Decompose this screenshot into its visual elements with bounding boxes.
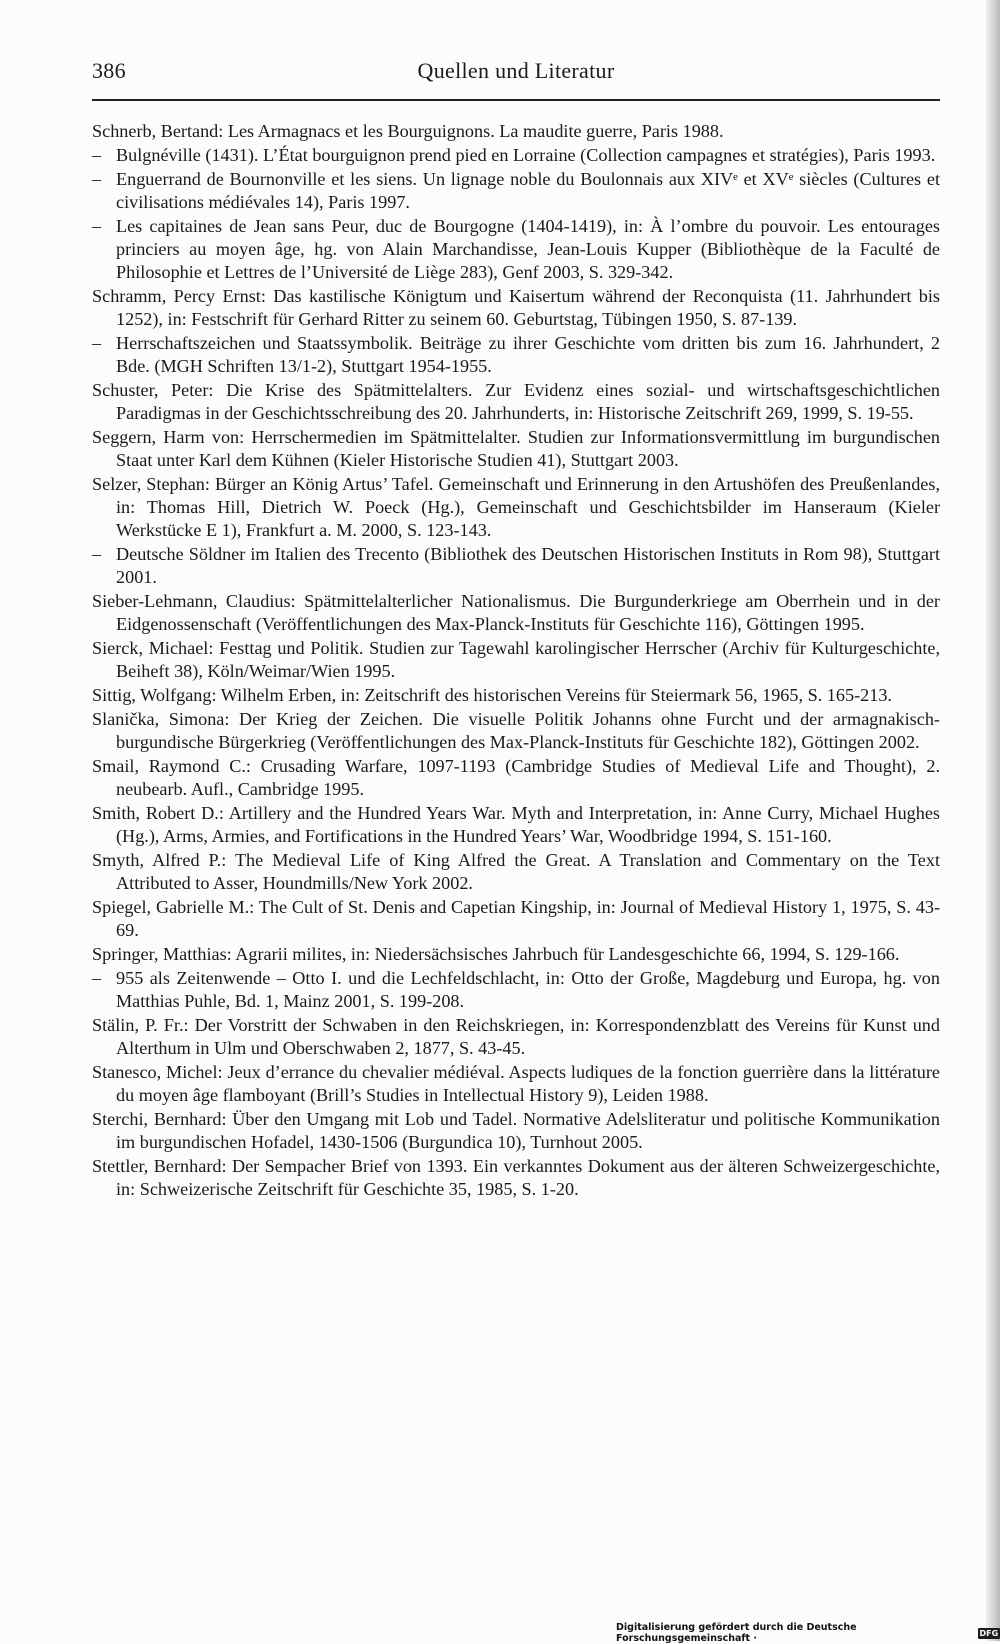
bibliography-list bbox=[92, 120, 940, 1202]
dfg-logo-icon: DFG bbox=[979, 1628, 999, 1638]
bibliography-entry bbox=[92, 473, 940, 542]
footer-text: Digitalisierung gefördert durch die Deutsche Forschungsgemeinschaft · bbox=[616, 1622, 857, 1644]
entry-text: Herrschaftszeichen und Staatssymbolik. Beiträge zu ihrer Geschichte vom dritten bis zum 16. Jahrhundert, 2 Bde. (MGH Schriften 13/1-2), Stuttgart 1954-1955. bbox=[116, 333, 940, 376]
bibliography-entry bbox=[92, 1108, 940, 1154]
bibliography-entry bbox=[92, 849, 940, 895]
bibliography-entry bbox=[92, 285, 940, 331]
entry-text: Seggern, Harm von: Herrschermedien im Spätmittelalter. Studien zur Informationsvermittlung im burgundischen Staat unter Karl dem Kühnen (Kieler Historische Studien 41), Stuttgart 2003. bbox=[92, 427, 940, 470]
entry-text: Schramm, Percy Ernst: Das kastilische Königtum und Kaisertum während der Reconquista (11. Jahrhundert bis 1252), in: Festschrift für Gerhard Ritter zu seinem 60. Geburtstag, Tübingen 1950, S. 87-139. bbox=[92, 286, 940, 329]
page-number: 386 bbox=[92, 58, 126, 83]
entry-text: Smail, Raymond C.: Crusading Warfare, 1097-1193 (Cambridge Studies of Medieval Life and Thought), 2. neubearb. Aufl., Cambridge 1995. bbox=[92, 756, 940, 799]
bibliography-entry bbox=[92, 120, 940, 143]
entry-text: 955 als Zeitenwende – Otto I. und die Lechfeldschlacht, in: Otto der Große, Magdeburg und Europa, hg. von Matthias Puhle, Bd. 1, Mainz 2001, S. 199-208. bbox=[116, 968, 940, 1012]
entry-text: Springer, Matthias: Agrarii milites, in: Niedersächsisches Jahrbuch für Landesgeschichte 66, 1994, S. 129-166. bbox=[92, 944, 900, 965]
entry-text: Slanička, Simona: Der Krieg der Zeichen. Die visuelle Politik Johanns ohne Furcht und der armagnakisch-burgundische Bürgerkrieg (Veröffentlichungen des Max-Planck-Instituts für Geschichte 182), Göttingen 2002. bbox=[92, 709, 940, 752]
entry-text: Sierck, Michael: Festtag und Politik. Studien zur Tagewahl karolingischer Herrscher (Archiv für Kulturgeschichte, Beiheft 38), Köln/Weimar/Wien 1995. bbox=[92, 638, 940, 681]
bibliography-entry bbox=[92, 1155, 940, 1201]
entry-text: Selzer, Stephan: Bürger an König Artus’ Tafel. Gemeinschaft und Erinnerung in den Artushöfen des Preußenlandes, in: Thomas Hill, Dietrich W. Poeck (Hg.), Gemeinschaft und Geschichtsbilder im Hanseraum (Kieler Werkstücke E 1), Frankfurt a. M. 2000, S. 123-143. bbox=[92, 474, 940, 540]
entry-text: Stanesco, Michel: Jeux d’errance du chevalier médiéval. Aspects ludiques de la fonction guerrière dans la littérature du moyen âge flamboyant (Brill’s Studies in Intellectual History 9), Leiden 1988. bbox=[92, 1062, 940, 1106]
entry-text: Spiegel, Gabrielle M.: The Cult of St. Denis and Capetian Kingship, in: Journal of Medieval History 1, 1975, S. 43-69. bbox=[92, 897, 940, 940]
bibliography-entry-continuation bbox=[92, 543, 940, 589]
entry-text: Les capitaines de Jean sans Peur, duc de Bourgogne (1404-1419), in: À l’ombre du pouvoir. Les entourages princiers au moyen âge, hg. von Alain Marchandisse, Jean-Louis Kupper (Bibliothèque de la Faculté de Philosophie et Lettres de l’Université de Liège 283), Genf 2003, S. 329-342. bbox=[116, 216, 940, 282]
bibliography-entry bbox=[92, 896, 940, 942]
entry-text: Stälin, P. Fr.: Der Vorstritt der Schwaben in den Reichskriegen, in: Korrespondenzblatt des Vereins für Kunst und Alterthum in Ulm und Oberschwaben 2, 1877, S. 43-45. bbox=[92, 1015, 940, 1059]
same-author-dash: – bbox=[92, 333, 102, 354]
same-author-dash: – bbox=[92, 544, 102, 564]
entry-text: Stettler, Bernhard: Der Sempacher Brief von 1393. Ein verkanntes Dokument aus der älteren Schweizergeschichte, in: Schweizerische Zeitschrift für Geschichte 35, 1985, S. 1-20. bbox=[92, 1156, 940, 1200]
bibliography-entry bbox=[92, 802, 940, 848]
bibliography-entry bbox=[92, 1014, 940, 1060]
bibliography-entry-continuation bbox=[92, 168, 940, 214]
bibliography-entry-continuation bbox=[92, 215, 940, 284]
same-author-dash: – bbox=[92, 145, 102, 166]
bibliography-entry bbox=[92, 590, 940, 636]
bibliography-entry bbox=[92, 943, 940, 966]
bibliography-entry bbox=[92, 1061, 940, 1107]
running-head: Quellen und Literatur bbox=[417, 58, 615, 83]
page-edge-shadow bbox=[986, 0, 1000, 1641]
entry-text: Enguerrand de Bournonville et les siens. Un lignage noble du Boulonnais aux XIVᵉ et XVᵉ siècles (Cultures et civilisations médiévales 14), Paris 1997. bbox=[116, 169, 940, 213]
bibliography-entry bbox=[92, 684, 940, 707]
bibliography-entry bbox=[92, 426, 940, 472]
bibliography-entry bbox=[92, 708, 940, 754]
same-author-dash: – bbox=[92, 216, 102, 237]
bibliography-entry bbox=[92, 637, 940, 683]
same-author-dash: – bbox=[92, 169, 102, 190]
bibliography-entry bbox=[92, 379, 940, 425]
entry-text: Schuster, Peter: Die Krise des Spätmittelalters. Zur Evidenz eines sozial- und wirtschaftsgeschichtlichen Paradigmas in der Geschichtsschreibung des 20. Jahrhunderts, in: Historische Zeitschrift 269, 1999, S. 19-55. bbox=[92, 380, 940, 423]
entry-text: Deutsche Söldner im Italien des Trecento (Bibliothek des Deutschen Historischen Instituts in Rom 98), Stuttgart 2001. bbox=[116, 544, 940, 587]
page-header bbox=[92, 58, 940, 98]
same-author-dash: – bbox=[92, 968, 102, 989]
bibliography-entry-continuation bbox=[92, 967, 940, 1013]
entry-text: Smith, Robert D.: Artillery and the Hundred Years War. Myth and Interpretation, in: Anne Curry, Michael Hughes (Hg.), Arms, Armies, and Fortifications in the Hundred Years’ War, Woodbridge 1994, S. 151-160. bbox=[92, 803, 940, 846]
entry-text: Schnerb, Bertand: Les Armagnacs et les Bourguignons. La maudite guerre, Paris 1988. bbox=[92, 121, 724, 141]
entry-text: Sieber-Lehmann, Claudius: Spätmittelalterlicher Nationalismus. Die Burgunderkriege am Oberrhein und in der Eidgenossenschaft (Veröffentlichungen des Max-Planck-Instituts für Geschichte 116), Göttingen 1995. bbox=[92, 591, 940, 634]
entry-text: Bulgnéville (1431). L’État bourguignon prend pied en Lorraine (Collection campagnes et stratégies), Paris 1993. bbox=[116, 145, 936, 166]
entry-text: Sittig, Wolfgang: Wilhelm Erben, in: Zeitschrift des historischen Vereins für Steiermark 56, 1965, S. 165-213. bbox=[92, 685, 892, 705]
header-rule bbox=[92, 99, 940, 101]
bibliography-entry-continuation bbox=[92, 144, 940, 167]
bibliography-entry-continuation bbox=[92, 332, 940, 378]
entry-text: Sterchi, Bernhard: Über den Umgang mit Lob und Tadel. Normative Adelsliteratur und politische Kommunikation im burgundischen Hofadel, 1430-1506 (Burgundica 10), Turnhout 2005. bbox=[92, 1109, 940, 1153]
bibliography-entry bbox=[92, 755, 940, 801]
entry-text: Smyth, Alfred P.: The Medieval Life of King Alfred the Great. A Translation and Commentary on the Text Attributed to Asser, Houndmills/New York 2002. bbox=[92, 850, 940, 893]
